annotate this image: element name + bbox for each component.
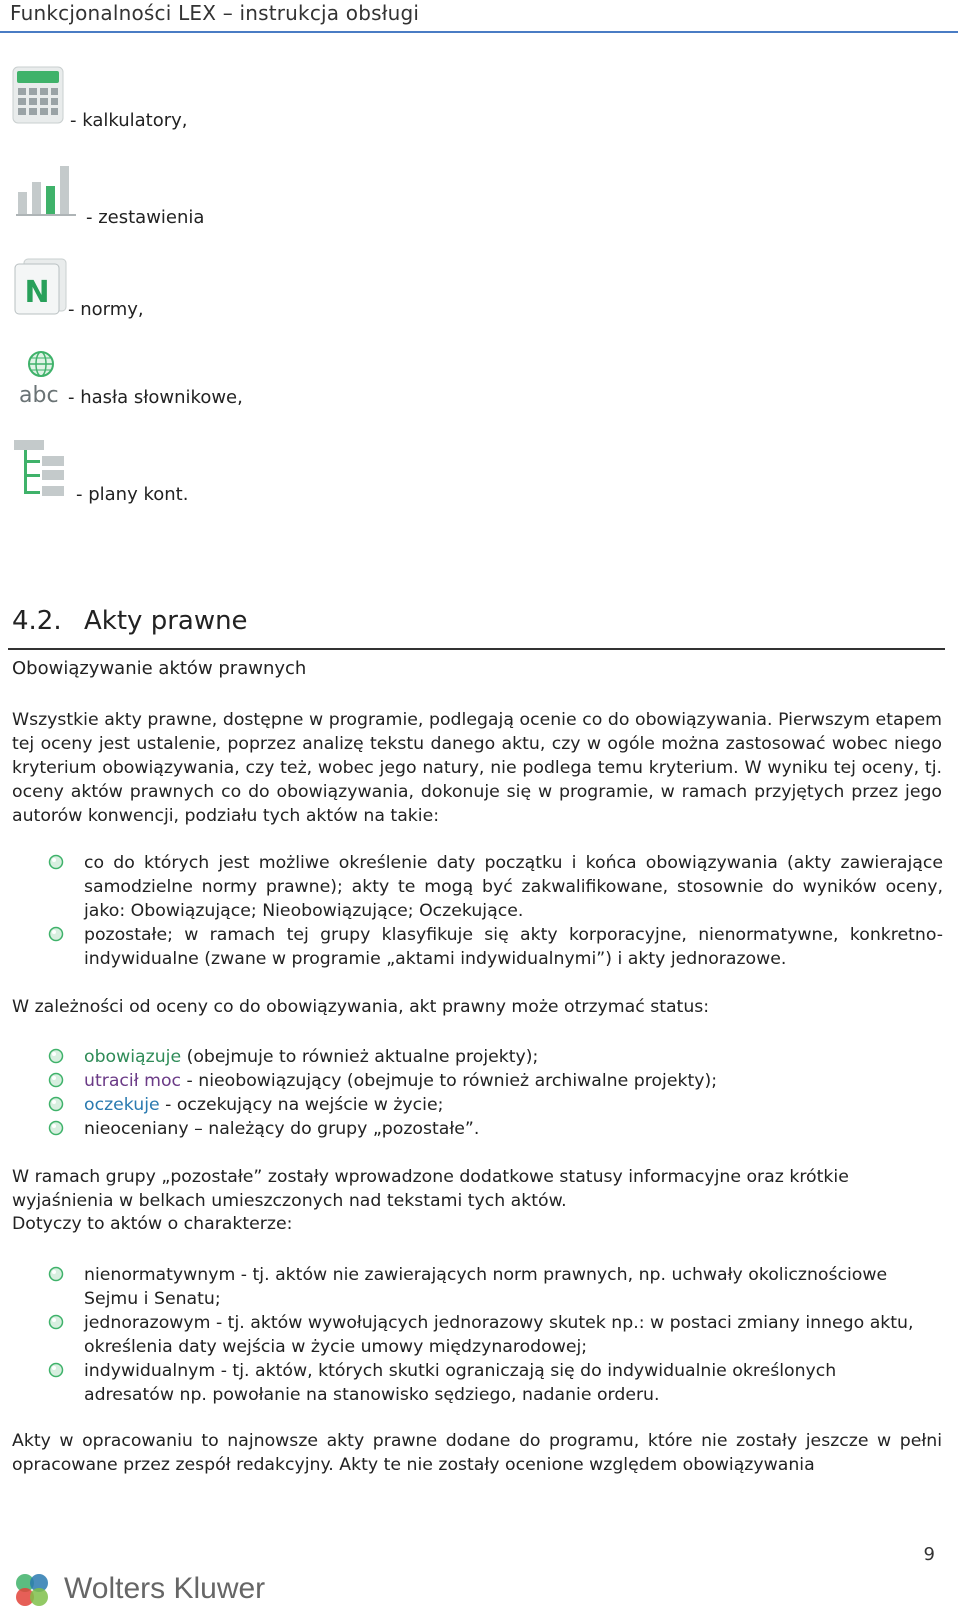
wolters-kluwer-logo [12, 1570, 266, 1610]
status-description: - nieobowiązujący (obejmuje to również archiwalne projekty); [181, 1071, 718, 1091]
act-category-list [48, 851, 943, 971]
icon-list-item-label: - plany kont. [76, 484, 189, 505]
list-item [48, 1117, 943, 1141]
act-character-list [48, 1263, 918, 1407]
bullet-icon [48, 1120, 64, 1136]
bar-chart-icon [16, 164, 78, 222]
list-item [48, 1093, 943, 1117]
list-item [48, 1045, 943, 1069]
list-item-text: jednorazowym - tj. aktów wywołujących jednorazowy skutek np.: w postaci zmiany innego aktu, określenia daty wejścia w życie umowy międzynarodowej; [84, 1313, 914, 1357]
icon-list-item-label: - zestawienia [86, 207, 205, 228]
list-item [48, 923, 943, 971]
icon-list-item-label: - kalkulatory, [70, 110, 188, 131]
logo-text: Wolters Kluwer [64, 1572, 266, 1605]
list-item-text: indywidualnym - tj. aktów, których skutki ograniczają się do indywidualnie określonych adresatów np. powołanie na stanowisko sędziego, nadanie orderu. [84, 1361, 837, 1405]
tree-plan-icon [14, 440, 70, 502]
list-item [48, 1263, 918, 1311]
status-description: - oczekujący na wejście w życie; [159, 1095, 444, 1115]
norm-n-icon [14, 258, 68, 320]
paragraph-concerns: Dotyczy to aktów o charakterze: [12, 1214, 293, 1234]
list-item-text: nienormatywnym - tj. aktów nie zawierających norm prawnych, np. uchwały okolicznościowe Sejmu i Senatu; [84, 1265, 888, 1309]
page-number: 9 [923, 1544, 935, 1565]
paragraph-other-statuses: W ramach grupy „pozostałe” zostały wprowadzone dodatkowe statusy informacyjne oraz krótkie wyjaśnienia w belkach umieszczonych nad tekstami tych aktów. [12, 1167, 849, 1211]
icon-list-item-label: - hasła słownikowe, [68, 387, 243, 408]
svg-text:abc: abc [19, 383, 59, 408]
paragraph-intro: Wszystkie akty prawne, dostępne w programie, podlegają ocenie co do obowiązywania. Pierwszym etapem tej oceny jest ustalenie, poprzez analizę tekstu danego aktu, czy w ogóle można zastosować wobec niego kryterium obowiązywania, czy też, wobec jego natury, nie podlega temu kryterium. W wyniku tej oceny, tj. oceny aktów prawnych co do obowiązywania, dokonuje się w programie, w ramach przyjętych przez jego autorów konwencji, podziału tych aktów na takie: [12, 710, 942, 826]
list-item-text: co do których jest możliwe określenie daty początku i końca obowiązywania (akty zawierające samodzielne normy prawne); akty te mogą być zakwalifikowane, stosownie do wyników oceny, jako: Obowiązujące; Nieobowiązujące; Oczekujące. [84, 853, 943, 921]
list-item [48, 851, 943, 923]
bullet-icon [48, 926, 64, 942]
document-header-title: Funkcjonalności LEX – instrukcja obsługi [10, 1, 420, 25]
section-title: Akty prawne [84, 606, 248, 636]
bullet-icon [48, 854, 64, 870]
svg-text:N: N [24, 275, 50, 310]
status-description: (obejmuje to również aktualne projekty); [181, 1047, 539, 1067]
subheading: Obowiązywanie aktów prawnych [12, 658, 307, 679]
paragraph-acts-in-progress: Akty w opracowaniu to najnowsze akty prawne dodane do programu, które nie zostały jeszcze w pełni opracowane przez zespół redakcyjny. Akty te nie zostały ocenione względem obowiązywania [12, 1431, 942, 1475]
status-utracil-moc: utracił moc [84, 1071, 182, 1091]
status-description: nieoceniany – należący do grupy „pozostałe”. [84, 1119, 480, 1139]
icon-list-item-label: - normy, [68, 299, 144, 320]
bullet-icon [48, 1266, 64, 1282]
status-list [48, 1045, 943, 1141]
status-oczekuje: oczekuje [84, 1095, 160, 1115]
globe-abc-icon [18, 350, 66, 412]
logo-mark-icon [12, 1570, 54, 1612]
list-item [48, 1359, 918, 1407]
bullet-icon [48, 1096, 64, 1112]
list-item-text: pozostałe; w ramach tej grupy klasyfikuje się akty korporacyjne, nienormatywne, konkretno-indywidualne (zwane w programie „aktami indywidualnymi”) i akty jednorazowe. [84, 925, 943, 969]
bullet-icon [48, 1314, 64, 1330]
list-item [48, 1069, 943, 1093]
header-divider [0, 31, 958, 33]
calculator-icon [12, 66, 64, 128]
bullet-icon [48, 1362, 64, 1378]
paragraph-status-intro: W zależności od oceny co do obowiązywania, akt prawny może otrzymać status: [12, 997, 710, 1017]
list-item [48, 1311, 918, 1359]
bullet-icon [48, 1048, 64, 1064]
status-obowiazuje: obowiązuje [84, 1047, 182, 1067]
section-number: 4.2. [12, 606, 62, 636]
bullet-icon [48, 1072, 64, 1088]
section-divider [8, 648, 945, 650]
